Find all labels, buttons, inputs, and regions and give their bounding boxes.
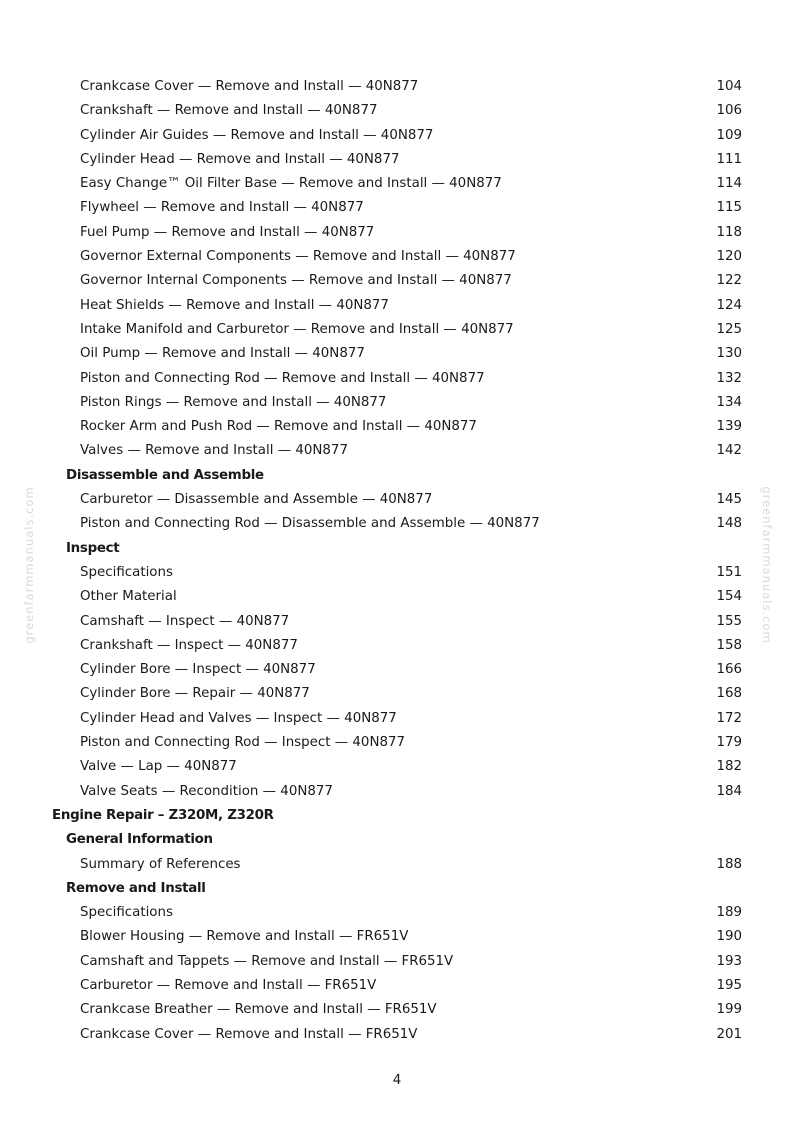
toc-entry-page[interactable]: 118 [716,224,742,240]
toc-entry-title[interactable]: Intake Manifold and Carburetor — Remove and Install — 40N877 [80,321,514,337]
toc-entry-page[interactable]: 158 [716,637,742,653]
toc-entry[interactable] [0,269,794,293]
toc-entry-page[interactable]: 120 [716,249,742,265]
toc-entry[interactable] [0,148,794,172]
toc-entry-title[interactable]: Piston and Connecting Rod — Remove and Install — 40N877 [80,370,485,386]
toc-entry-title[interactable]: Engine Repair – Z320M, Z320R [52,807,274,823]
toc-entry-page[interactable]: 154 [716,589,742,605]
toc-entry-title[interactable]: Cylinder Bore — Inspect — 40N877 [80,662,316,678]
toc-entry-title[interactable]: Cylinder Air Guides — Remove and Install — 40N877 [80,127,434,143]
toc-entry-title[interactable]: Disassemble and Assemble [66,467,264,483]
toc-entry-page[interactable]: 124 [716,297,742,313]
toc-entry-title[interactable]: Inspect [66,540,120,556]
toc-entry-title[interactable]: Cylinder Head and Valves — Inspect — 40N877 [80,710,397,726]
toc-entry[interactable] [0,439,794,463]
toc-entry[interactable] [0,488,794,512]
toc-entry-title[interactable]: Easy Change™ Oil Filter Base — Remove and Install — 40N877 [80,176,502,192]
toc-entry[interactable] [0,925,794,949]
toc-entry-title[interactable]: Valve Seats — Recondition — 40N877 [80,783,333,799]
toc-entry-page[interactable]: 114 [716,176,742,192]
toc-entry-title[interactable]: Valves — Remove and Install — 40N877 [80,443,348,459]
toc-entry-title[interactable]: Summary of References [80,856,241,872]
toc-entry-page[interactable]: 104 [716,79,742,94]
toc-entry[interactable] [0,172,794,196]
toc-entry-title[interactable]: Camshaft — Inspect — 40N877 [80,613,290,629]
toc-entry-title[interactable]: Crankshaft — Inspect — 40N877 [80,637,298,653]
toc-entry-page[interactable]: 148 [716,516,742,532]
toc-entry-page[interactable]: 190 [716,929,742,945]
toc-entry-page[interactable]: 111 [716,151,742,167]
toc-entry-page[interactable]: 199 [716,1002,742,1018]
toc-entry-title[interactable]: Fuel Pump — Remove and Install — 40N877 [80,224,375,240]
toc-chapter-heading[interactable] [0,804,794,828]
toc-entry[interactable] [0,585,794,609]
toc-entry[interactable] [0,196,794,220]
toc-entry-page[interactable]: 155 [716,613,742,629]
toc-entry[interactable] [0,391,794,415]
toc-entry[interactable] [0,707,794,731]
toc-entry[interactable] [0,99,794,123]
toc-entry[interactable] [0,75,794,99]
toc-entry-title[interactable]: Crankshaft — Remove and Install — 40N877 [80,103,378,119]
toc-entry-page[interactable]: 134 [716,394,742,410]
toc-entry-page[interactable]: 172 [716,710,742,726]
toc-entry[interactable] [0,974,794,998]
toc-section-heading[interactable] [0,537,794,561]
toc-entry-title[interactable]: Crankcase Breather — Remove and Install — FR651V [80,1002,437,1018]
toc-entry-page[interactable]: 122 [716,273,742,289]
toc-entry[interactable] [0,950,794,974]
toc-entry-page[interactable]: 151 [716,564,742,580]
toc-entry-title[interactable]: Crankcase Cover — Remove and Install — 40N877 [80,79,419,94]
toc-entry[interactable] [0,901,794,925]
toc-section-heading[interactable] [0,464,794,488]
toc-entry-page[interactable]: 139 [716,419,742,435]
toc-entry[interactable] [0,561,794,585]
toc-entry[interactable] [0,415,794,439]
toc-entry[interactable] [0,1023,794,1047]
toc-entry-title[interactable]: Specifications [80,564,173,580]
toc-entry-title[interactable]: Other Material [80,589,177,605]
toc-entry-title[interactable]: Camshaft and Tappets — Remove and Install — FR651V [80,953,454,969]
toc-entry[interactable] [0,755,794,779]
toc-entry-title[interactable]: Carburetor — Remove and Install — FR651V [80,977,377,993]
watermark-right: greenfarmmanuals.com [760,486,774,644]
watermark-left: greenfarmmanuals.com [22,486,36,644]
toc-entry-title[interactable]: Oil Pump — Remove and Install — 40N877 [80,346,365,362]
toc-entry[interactable] [0,998,794,1022]
table-of-contents [0,75,794,1047]
toc-entry-title[interactable]: Cylinder Head — Remove and Install — 40N877 [80,151,400,167]
toc-entry-page[interactable]: 132 [716,370,742,386]
toc-entry-page[interactable]: 168 [716,686,742,702]
toc-entry-title[interactable]: Blower Housing — Remove and Install — FR651V [80,929,409,945]
toc-entry[interactable] [0,221,794,245]
toc-entry[interactable] [0,853,794,877]
toc-entry-title[interactable]: Piston Rings — Remove and Install — 40N877 [80,394,387,410]
toc-entry[interactable] [0,610,794,634]
toc-entry[interactable] [0,634,794,658]
toc-entry[interactable] [0,780,794,804]
page-number: 4 [392,1073,402,1088]
toc-entry-page[interactable]: 130 [716,346,742,362]
toc-entry[interactable] [0,318,794,342]
toc-entry-title[interactable]: Carburetor — Disassemble and Assemble — 40N877 [80,492,433,508]
toc-entry-title[interactable]: Piston and Connecting Rod — Inspect — 40N877 [80,735,406,751]
toc-entry-title[interactable]: Specifications [80,905,173,921]
toc-entry-page[interactable]: 109 [716,127,742,143]
toc-entry-title[interactable]: General Information [66,832,213,848]
toc-entry-page[interactable]: 179 [716,735,742,751]
toc-entry-page[interactable]: 182 [716,759,742,775]
toc-entry-page[interactable]: 193 [716,953,742,969]
toc-entry[interactable] [0,512,794,536]
toc-entry-page[interactable]: 145 [716,492,742,508]
toc-entry-page[interactable]: 195 [716,977,742,993]
toc-entry[interactable] [0,245,794,269]
toc-entry-title[interactable]: Piston and Connecting Rod — Disassemble and Assemble — 40N877 [80,516,540,532]
toc-entry-page[interactable]: 142 [716,443,742,459]
toc-entry-page[interactable]: 125 [716,321,742,337]
toc-entry-title[interactable]: Cylinder Bore — Repair — 40N877 [80,686,310,702]
toc-entry[interactable] [0,682,794,706]
toc-entry-title[interactable]: Crankcase Cover — Remove and Install — FR651V [80,1026,418,1042]
toc-entry[interactable] [0,124,794,148]
toc-entry[interactable] [0,367,794,391]
toc-entry-title[interactable]: Valve — Lap — 40N877 [80,759,237,775]
toc-entry-page[interactable]: 106 [716,103,742,119]
toc-section-heading[interactable] [0,828,794,852]
toc-entry[interactable] [0,294,794,318]
toc-entry-page[interactable]: 115 [716,200,742,216]
toc-entry[interactable] [0,342,794,366]
toc-section-heading[interactable] [0,877,794,901]
toc-entry-title[interactable]: Governor External Components — Remove and Install — 40N877 [80,249,516,265]
toc-entry-page[interactable]: 189 [716,905,742,921]
toc-entry-page[interactable]: 201 [716,1026,742,1042]
toc-entry-page[interactable]: 188 [716,856,742,872]
toc-entry-title[interactable]: Governor Internal Components — Remove and Install — 40N877 [80,273,512,289]
toc-entry[interactable] [0,658,794,682]
toc-entry-title[interactable]: Heat Shields — Remove and Install — 40N877 [80,297,389,313]
toc-entry-page[interactable]: 166 [716,662,742,678]
toc-entry-title[interactable]: Rocker Arm and Push Rod — Remove and Install — 40N877 [80,419,477,435]
toc-entry-title[interactable]: Flywheel — Remove and Install — 40N877 [80,200,364,216]
toc-entry[interactable] [0,731,794,755]
toc-entry-page[interactable]: 184 [716,783,742,799]
toc-entry-title[interactable]: Remove and Install [66,880,206,896]
